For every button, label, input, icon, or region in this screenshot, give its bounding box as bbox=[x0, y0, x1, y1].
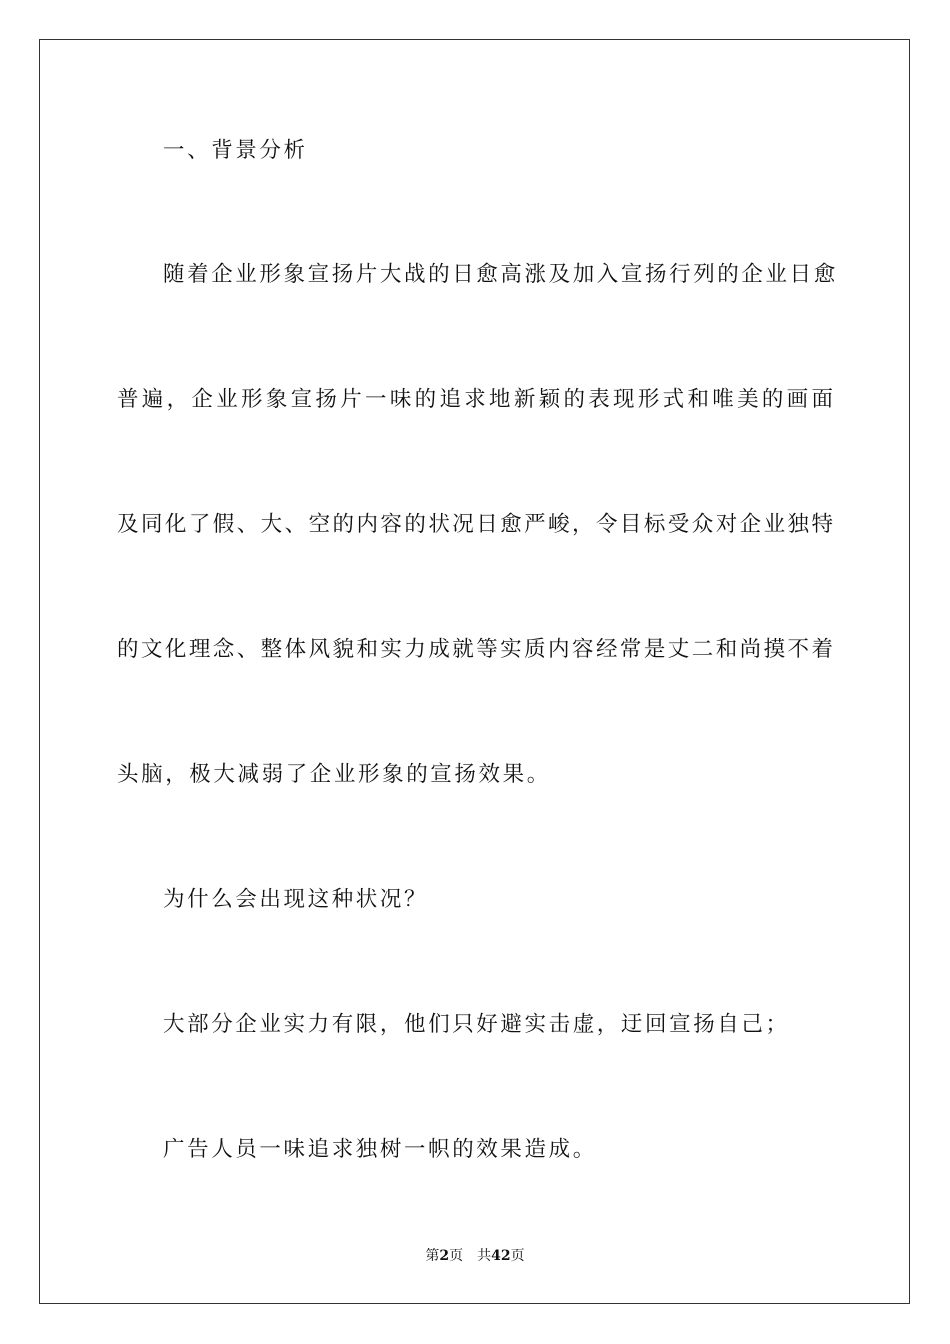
paragraph-line-4: 的文化理念、整体风貌和实力成就等实质内容经常是丈二和尚摸不着 bbox=[117, 637, 833, 662]
paragraph-line-5: 头脑，极大减弱了企业形象的宣扬效果。 bbox=[117, 762, 551, 787]
paragraph-line-3: 及同化了假、大、空的内容的状况日愈严峻，令目标受众对企业独特 bbox=[117, 512, 833, 537]
question-text: 为什么会出现这种状况？ bbox=[163, 887, 429, 912]
reason-one-text: 大部分企业实力有限，他们只好避实击虚，迂回宣扬自己； bbox=[163, 1012, 790, 1037]
section-heading: 一、背景分析 bbox=[163, 138, 308, 163]
page-total: 42 bbox=[491, 1248, 511, 1264]
page-prefix: 第 bbox=[425, 1248, 440, 1264]
paragraph-line-2: 普遍，企业形象宣扬片一味的追求地新颖的表现形式和唯美的画面 bbox=[117, 387, 833, 412]
reason-two-text: 广告人员一味追求独树一帜的效果造成。 bbox=[163, 1137, 597, 1162]
total-prefix: 共 bbox=[477, 1248, 492, 1264]
page-suffix: 页 bbox=[449, 1248, 464, 1264]
page-border bbox=[39, 39, 910, 1304]
paragraph-line-1: 随着企业形象宣扬片大战的日愈高涨及加入宣扬行列的企业日愈 bbox=[163, 262, 838, 287]
page-footer bbox=[0, 1247, 950, 1265]
page-current: 2 bbox=[439, 1248, 450, 1264]
total-suffix: 页 bbox=[510, 1248, 525, 1264]
